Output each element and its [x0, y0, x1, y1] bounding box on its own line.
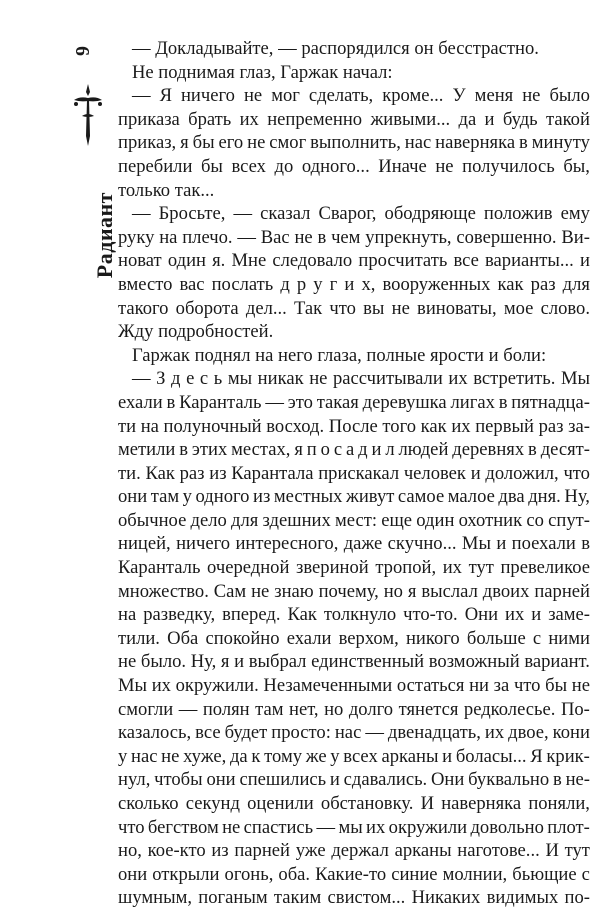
text-line: вместо вас послать д р у г и х, вооруженных как раз для: [118, 273, 590, 295]
text-line: новат один я. Мне следовало просчитать все варианты... и: [118, 250, 590, 272]
text-line: смогли — полян там нет, но долго тянется редколесье. По-: [118, 698, 590, 720]
text-line: на разведку, вперед. Как толкнуло что-то. Они их и заме-: [118, 604, 590, 626]
text-line: перебили бы всех до одного... Иначе не получилось бы,: [118, 155, 590, 177]
sword-emblem-icon: [70, 82, 106, 148]
text-line: — З д е с ь мы никак не рассчитывали их встретить. Мы: [118, 368, 590, 390]
text-line: — Бросьте, — сказал Сварог, ободряюще положив ему: [118, 203, 590, 225]
text-line: ехали в Каранталь — это такая деревушка лигах в пятнадца-: [118, 391, 590, 413]
page-sidebar: [0, 0, 117, 750]
text-line: — Я ничего не мог сделать, кроме... У меня не было: [118, 85, 590, 107]
text-line: они там у одного из местных живут самое малое два дня. Ну,: [118, 486, 590, 508]
text-line: но, кое-кто из парней уже держал арканы наготове... И тут: [118, 840, 590, 862]
text-line: приказ, я бы его не смог выполнить, нас наверняка в минуту: [118, 132, 590, 154]
text-line: Жду подробностей.: [118, 321, 274, 343]
text-line: сколько секунд оценили обстановку. И наверняка поняли,: [118, 793, 590, 814]
text-line: нул, чтобы они спешились и сдавались. Они буквально в не-: [118, 769, 590, 791]
page-number: 6: [71, 46, 93, 57]
book-title: Радиант: [92, 192, 117, 279]
text-line: шумным, поганым таким свистом... Никаких видимых по-: [118, 887, 590, 909]
text-line: руку на плечо. — Вас не в чем упрекнуть, совершенно. Ви-: [118, 226, 590, 248]
text-line: — Докладывайте, — распорядился он бесстрастно.: [118, 38, 539, 59]
text-line: у нас не хуже, да к тому же у всех арканы и боласы... Я крик-: [118, 745, 590, 767]
text-line: Каранталь очередной звериной тропой, их тут превеликое: [118, 557, 590, 579]
text-line: они открыли огонь, оба. Какие-то синие молнии, бьющие с: [118, 863, 590, 885]
text-line: что бегством не спастись — мы их окружили довольно плот-: [118, 816, 590, 838]
text-line: ницей, ничего интересного, даже скучно... Мы и поехали в: [118, 533, 590, 555]
text-line: только так...: [118, 179, 215, 201]
text-line: Не поднимая глаз, Гаржак начал:: [118, 61, 393, 83]
page-text: [118, 37, 590, 910]
text-line: такого оборота дел... Так что вы не виноваты, мое слово.: [118, 297, 590, 319]
text-line: Мы их окружили. Незамеченными остаться ни за что бы не: [118, 675, 590, 697]
text-line: ти на полуночный восход. После того как их первый раз за-: [118, 415, 590, 437]
text-line: не было. Ну, я и выбрал единственный возможный вариант.: [118, 651, 590, 673]
text-line: казалось, все будет просто: нас — двенадцать, их двое, кони: [118, 722, 590, 744]
text-line: Гаржак поднял на него глаза, полные ярости и боли:: [118, 344, 547, 366]
text-line: метили в этих местах, я п о с а д и л людей деревнях в десят-: [118, 439, 590, 461]
text-line: приказа брать их непременно живыми... да и будь такой: [118, 108, 590, 130]
text-line: ти. Как раз из Карантала прискакал человек и доложил, что: [118, 462, 590, 484]
text-line: множество. Сам не знаю почему, но я выслал двоих парней: [118, 580, 590, 602]
text-line: тили. Оба спокойно ехали верхом, никого больше с ними: [118, 627, 590, 649]
text-line: обычное дело для здешних мест: еще один охотник со спут-: [118, 509, 590, 531]
